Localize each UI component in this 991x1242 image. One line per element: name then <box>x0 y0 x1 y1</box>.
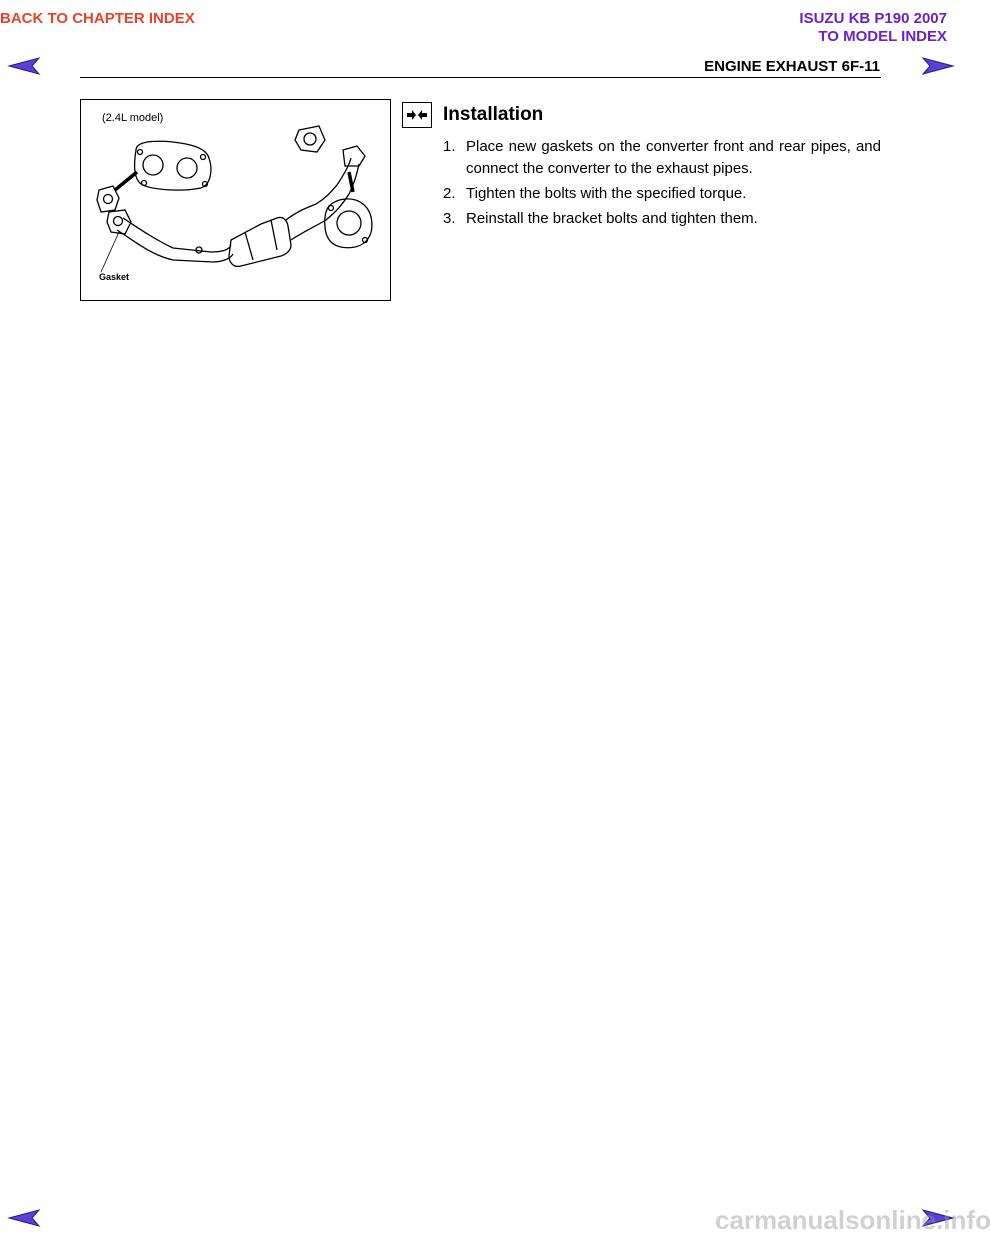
right-arrow-icon[interactable] <box>922 56 954 76</box>
left-arrow-icon[interactable] <box>8 56 40 76</box>
figure-caption: (2.4L model) <box>102 112 164 124</box>
installation-icon <box>402 102 432 128</box>
exhaust-diagram-drawing <box>81 100 390 300</box>
to-model-index-link[interactable]: TO MODEL INDEX <box>818 28 947 45</box>
section-title: Installation <box>443 104 544 125</box>
step-text: Place new gaskets on the converter front and rear pipes, and connect the converter to the exhaust pipes. <box>466 138 881 177</box>
model-index-block <box>799 10 947 46</box>
installation-steps <box>443 136 881 233</box>
back-to-chapter-index-link[interactable]: BACK TO CHAPTER INDEX <box>0 10 195 27</box>
step-item <box>443 208 881 230</box>
exhaust-diagram-figure <box>80 99 391 301</box>
page-header-title: ENGINE EXHAUST 6F-11 <box>704 58 880 75</box>
left-arrow-icon[interactable] <box>8 1208 40 1228</box>
step-number: 3. <box>443 210 456 227</box>
step-number: 1. <box>443 138 456 155</box>
step-item <box>443 183 881 205</box>
step-text: Tighten the bolts with the specified torque. <box>466 185 747 202</box>
step-item <box>443 136 881 180</box>
watermark: carmanualsonline.info <box>715 1205 991 1235</box>
gasket-label: Gasket <box>99 272 130 282</box>
model-title-link[interactable]: ISUZU KB P190 2007 <box>799 10 947 27</box>
header-rule <box>80 77 881 78</box>
step-number: 2. <box>443 185 456 202</box>
step-text: Reinstall the bracket bolts and tighten them. <box>466 210 758 227</box>
